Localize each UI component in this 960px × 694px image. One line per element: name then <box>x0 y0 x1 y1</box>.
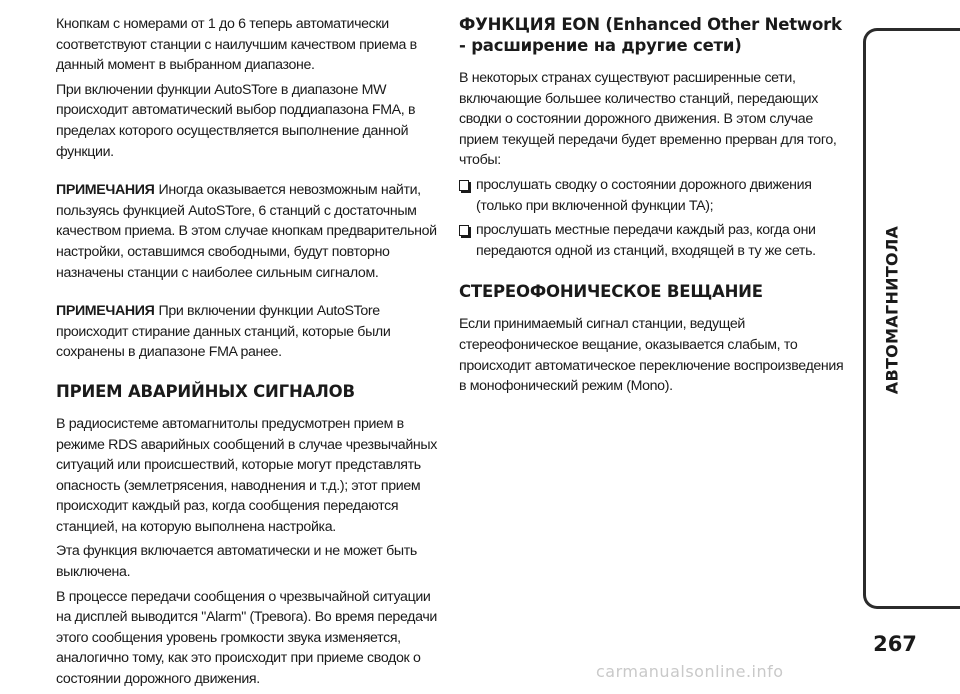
paragraph: В процессе передачи сообщения о чрезвычайной ситуации на дисплей выводится "Alarm" (Тревога). Во время передачи этого сообщения уровень громкости звука изменяется, аналогично тому, как это происходит при приеме сводок о состоянии дорожного движения. <box>56 588 437 688</box>
note-text: Иногда оказывается невозможным найти, пользуясь функцией AutoSTore, 6 станций с достаточным качеством приема. В этом случае кнопкам предварительной настройки, оставшимся свободными, будут повторно назначены станции с наиболее сильным сигналом. <box>56 182 437 281</box>
list-item-text: прослушать местные передачи каждый раз, когда они передаются одной из станций, входящей в ту же сеть. <box>476 222 816 259</box>
paragraph: Если принимаемый сигнал станции, ведущей стереофоническое вещание, оказывается слабым, то происходит автоматическое переключение воспроизведения в монофонический режим (Mono). <box>459 316 844 395</box>
right-column <box>459 14 849 401</box>
list-item <box>459 175 849 216</box>
paragraph: В радиосистеме автомагнитолы предусмотрен прием в режиме RDS аварийных сообщений в случае чрезвычайных ситуаций или происшествий, которые могут представлять опасность (землетрясения, наводнения и т.д.); этот прием происходит каждый раз, когда сообщения передаются станцией, на которую выполнена настройка. <box>56 415 437 535</box>
checkbox-bullet-icon <box>459 180 469 191</box>
note-text: При включении функции AutoSTore происходит стирание данных станций, которые были сохранены в диапазоне FMA ранее. <box>56 303 391 361</box>
section-heading: СТЕРЕОФОНИЧЕСКОЕ ВЕЩАНИЕ <box>459 282 763 302</box>
watermark: carmanualsonline.info <box>596 662 784 681</box>
note <box>56 301 441 363</box>
paragraph: Эта функция включается автоматически и не может быть выключена. <box>56 543 417 581</box>
note-label: ПРИМЕЧАНИЯ <box>56 182 155 199</box>
note <box>56 180 441 283</box>
checkbox-bullet-icon <box>459 225 469 236</box>
paragraph: При включении функции AutoSTore в диапазоне MW происходит автоматический выбор поддиапазона FMA, в пределах которого осуществляется выполнение данной функции. <box>56 81 416 160</box>
paragraph: Кнопкам с номерами от 1 до 6 теперь автоматически соответствуют станции с наилучшим качеством приема в данный момент в выбранном диапазоне. <box>56 16 417 74</box>
list-item-text: прослушать сводку о состоянии дорожного движения (только при включенной функции TA); <box>476 176 812 214</box>
left-column <box>56 14 441 694</box>
section-heading: ФУНКЦИЯ EON (Enhanced Other Network - расширение на другие сети) <box>459 15 842 55</box>
side-tab <box>863 28 960 609</box>
page-number: 267 <box>873 632 917 656</box>
side-tab-label: АВТОМАГНИТОЛА <box>882 225 902 395</box>
list-item <box>459 220 849 261</box>
note-label: ПРИМЕЧАНИЯ <box>56 303 155 320</box>
section-heading: ПРИЕМ АВАРИЙНЫХ СИГНАЛОВ <box>56 381 355 401</box>
paragraph: В некоторых странах существуют расширенные сети, включающие большее количество станций, передающих сводки о состоянии дорожного движения. В этом случае прием текущей передачи будет временно прерван для того, чтобы: <box>459 70 837 169</box>
